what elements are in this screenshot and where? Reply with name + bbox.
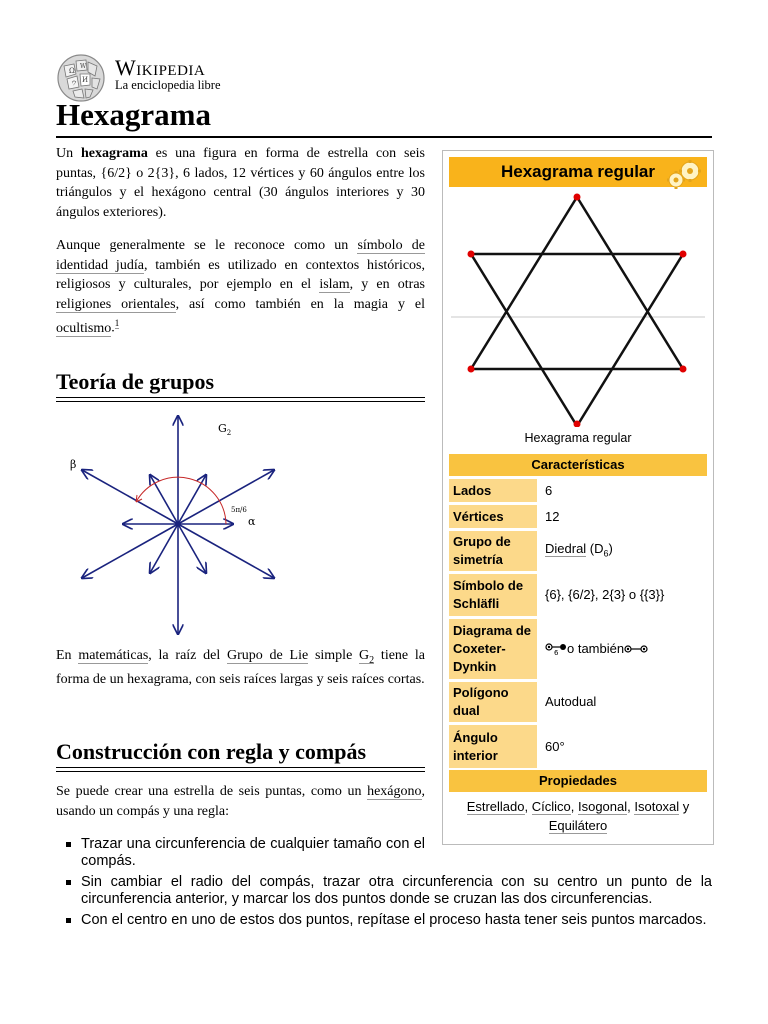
paragraph-text: En (56, 648, 79, 663)
paragraph-text: Se puede crear una estrella de seis puntas, como un (56, 784, 368, 799)
link-g2-text: G (359, 648, 370, 663)
svg-text:Ω: Ω (69, 67, 75, 75)
paragraph-text: , y en otras (349, 277, 425, 292)
list-item: Con el centro en uno de estos dos puntos, repítase el proceso hasta tener seis puntos marcados. (56, 912, 712, 929)
paragraph-text: Aunque generalmente se le reconoce como un (56, 238, 358, 253)
intro-paragraph-1 (56, 144, 425, 222)
construction-steps-list (56, 836, 712, 933)
section-divider (56, 767, 425, 772)
value-text: o también (567, 641, 625, 656)
infobox-row-angulo-interior (449, 725, 707, 768)
infobox-properties: Estrellado, Cíclico, Isogonal, Isotoxal y Equilátero (466, 799, 690, 833)
angle-arc (136, 477, 226, 524)
link-diedral[interactable]: Diedral (545, 540, 587, 556)
link-g2[interactable] (359, 648, 374, 664)
link-grupo-de-lie[interactable]: Grupo de Lie (227, 648, 309, 663)
infobox-row-lados (449, 479, 707, 502)
title-divider (56, 136, 712, 138)
row-label[interactable]: Vértices (449, 505, 537, 528)
infobox-section-propiedades: Propiedades (449, 770, 707, 792)
label-angle: 5π/6 (231, 506, 247, 514)
section-heading-teoria-grupos: Teoría de grupos (56, 369, 215, 394)
infobox-title (449, 157, 707, 187)
svg-text:6: 6 (554, 649, 559, 656)
link-religiones-orientales[interactable]: religiones orientales (56, 296, 176, 312)
wikipedia-wordmark[interactable]: Wikipedia (115, 55, 206, 80)
infobox-title-text: Hexagrama regular (500, 162, 656, 181)
list-item: Trazar una circunferencia de cualquier tamaño con el compás. (56, 836, 425, 870)
intro-term: hexagrama (80, 146, 148, 161)
value-text: (D (586, 540, 604, 556)
row-value: 12 (545, 508, 560, 524)
row-label[interactable]: Símbolo de Schläfli (449, 574, 537, 616)
row-value: Autodual (545, 694, 597, 709)
link-equilatero[interactable]: Equilátero (548, 818, 608, 833)
infobox-row-schlafli (449, 574, 707, 616)
reference-1[interactable]: 1 (114, 318, 120, 328)
svg-text:W: W (80, 63, 87, 70)
groups-paragraph (56, 646, 425, 690)
gears-icon[interactable] (664, 158, 704, 190)
link-matematicas[interactable]: matemáticas (78, 648, 149, 663)
row-value: {6}, {6/2}, 2{3} o {{3}} (545, 587, 665, 602)
hexagram-downward-triangle (471, 254, 683, 426)
coxeter-diagram-2-icon[interactable] (624, 644, 648, 654)
section-heading-construccion: Construcción con regla y compás (56, 739, 367, 764)
link-hexagono[interactable]: hexágono (367, 784, 422, 799)
paragraph-text: , así como también en la magia y el (175, 296, 425, 312)
row-value: 6 (545, 482, 553, 498)
infobox (442, 150, 714, 845)
value-text: ) (608, 540, 613, 556)
row-label[interactable]: Polígono dual (449, 682, 537, 722)
link-islam[interactable]: islam (319, 277, 350, 292)
construction-paragraph (56, 782, 425, 821)
link-isogonal[interactable]: Isogonal (577, 799, 628, 814)
label-beta: β (70, 458, 77, 471)
paragraph-text: . (111, 320, 115, 336)
link-isotoxal[interactable]: Isotoxal (634, 799, 680, 814)
infobox-caption: Hexagrama regular (524, 431, 632, 445)
hexagram-upward-triangle (471, 197, 683, 369)
hexagram-figure[interactable] (451, 191, 705, 427)
paragraph-text: simple (308, 648, 360, 663)
intro-paragraph-2 (56, 236, 425, 338)
paragraph-text: , usando un compás y una regla: (56, 784, 425, 819)
root-vectors (82, 416, 274, 634)
label-g2: $G_2$ (218, 422, 232, 437)
properties-conjunction: y (679, 799, 690, 814)
page-title: Hexagrama (56, 97, 211, 132)
row-value: 60° (545, 738, 565, 754)
value-subscript: 6 (603, 548, 609, 559)
infobox-row-vertices (449, 505, 707, 528)
section-divider (56, 397, 425, 402)
infobox-section-caracteristicas: Características (449, 454, 707, 476)
intro-text: es una figura en forma de estrella con seis puntas, {6/2} o 2{3}, 6 lados, 12 vértices y 60 ángulos entre los triángulos y el hexágono central (30 ángulos interiores y 30 ángulos exteriores). (56, 146, 425, 220)
infobox-row-coxeter (449, 619, 707, 679)
intro-text: Un (56, 146, 81, 161)
infobox-row-grupo-simetria (449, 531, 707, 571)
paragraph-text: tiene la forma de un hexagrama, con seis raíces largas y seis raíces cortas. (56, 648, 425, 688)
row-value (543, 531, 707, 571)
list-item: Sin cambiar el radio del compás, trazar otra circunferencia con su centro un punto de la circunferencia anterior, y marcar los dos puntos donde se cruzan las dos circunferencias. (56, 874, 712, 908)
row-label[interactable]: Grupo de simetría (449, 531, 537, 571)
paragraph-text: , la raíz del (148, 648, 228, 663)
row-label[interactable]: Ángulo interior (449, 725, 537, 768)
link-simbolo-identidad-judia[interactable]: símbolo de identidad judía (56, 238, 425, 273)
link-ocultismo[interactable]: ocultismo (56, 320, 112, 336)
paragraph-text: , también es utilizado en contextos históricos, religiosos y culturales, por ejemplo en el (56, 257, 426, 292)
link-ciclico[interactable]: Cíclico (531, 799, 571, 814)
g2-root-system-diagram (60, 408, 300, 640)
link-estrellado[interactable]: Estrellado (466, 799, 525, 814)
row-value (543, 619, 707, 679)
row-label[interactable]: Diagrama de Coxeter-Dynkin (449, 619, 537, 679)
svg-text:ウ: ウ (71, 80, 78, 87)
link-g2-subscript: 2 (369, 654, 375, 666)
row-label[interactable]: Lados (449, 479, 537, 502)
svg-text:И: И (82, 76, 89, 84)
infobox-row-poligono-dual (449, 682, 707, 722)
hexagram-vertices (468, 194, 687, 428)
wikipedia-tagline: La enciclopedia libre (115, 78, 221, 92)
label-alpha: α (248, 515, 256, 528)
coxeter-diagram-1-icon[interactable] (545, 642, 567, 656)
